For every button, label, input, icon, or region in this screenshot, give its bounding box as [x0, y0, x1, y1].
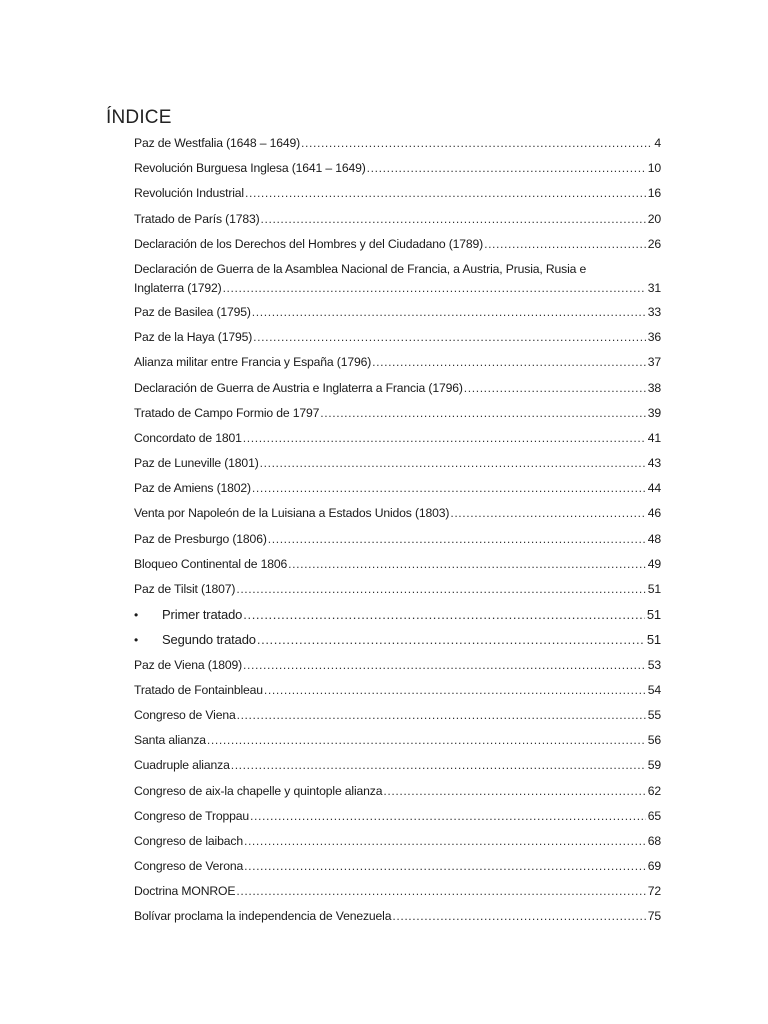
toc-entry[interactable] [134, 476, 661, 501]
toc-entry-title: Revolución Industrial [134, 186, 244, 201]
dot-leader [464, 376, 646, 401]
bullet-icon: • [134, 633, 139, 648]
toc-entry[interactable] [134, 854, 661, 879]
toc-entry[interactable] [134, 401, 661, 426]
toc-entry-page: 26 [647, 236, 661, 251]
toc-entry-title: Declaración de los Derechos del Hombres y del Ciudadano (1789) [134, 236, 484, 251]
toc-entry-title: Paz de Westfalia (1648 – 1649) [134, 136, 301, 150]
toc-entry-page: 72 [647, 884, 661, 899]
toc-entry-title: Doctrina MONROE [134, 884, 236, 899]
toc-entry[interactable] [134, 350, 661, 375]
toc-entry[interactable] [134, 131, 661, 156]
toc-entry-page: 10 [647, 161, 661, 176]
dot-leader [243, 653, 646, 678]
dot-leader [301, 131, 652, 156]
toc-entry-title: Paz de Luneville (1801) [134, 456, 259, 471]
toc-heading: ÍNDICE [106, 107, 172, 128]
dot-leader [243, 602, 645, 627]
toc-entry[interactable] [134, 156, 661, 181]
dot-leader [257, 627, 645, 652]
toc-entry[interactable] [134, 728, 661, 753]
dot-leader [261, 207, 646, 232]
toc-entry-title: Tratado de Fontainbleau [134, 682, 263, 697]
toc-entry[interactable] [134, 181, 661, 206]
toc-entry[interactable] [134, 451, 661, 476]
toc-entry-page: 51 [646, 607, 661, 623]
dot-leader [236, 879, 645, 904]
toc-entry[interactable] [134, 376, 661, 401]
toc-entry[interactable] [134, 678, 661, 703]
dot-leader [288, 552, 646, 577]
toc-entry-page: 51 [646, 632, 661, 648]
toc-entry-page: 68 [647, 833, 661, 848]
toc-entry[interactable] [134, 653, 661, 678]
toc-entry-page: 39 [647, 405, 661, 420]
toc-subentry[interactable] [134, 602, 661, 627]
toc-entry-title: Paz de la Haya (1795) [134, 330, 253, 345]
dot-leader [260, 451, 646, 476]
dot-leader [484, 232, 646, 257]
toc-entry[interactable] [134, 703, 661, 728]
toc-entry-title: Bloqueo Continental de 1806 [134, 556, 288, 571]
toc-entry[interactable] [134, 577, 661, 602]
toc-entry[interactable] [134, 300, 661, 325]
toc-entry-title: Congreso de aix-la chapelle y quintople alianza [134, 783, 383, 798]
toc-entry-page: 69 [647, 859, 661, 874]
dot-leader [245, 181, 646, 206]
toc-entry-page: 54 [647, 682, 661, 697]
toc-entry[interactable] [134, 426, 661, 451]
toc-entry[interactable] [134, 257, 661, 300]
toc-entry[interactable] [134, 753, 661, 778]
toc-entry-title: Paz de Viena (1809) [134, 657, 243, 672]
toc-entry-title: Venta por Napoleón de la Luisiana a Estados Unidos (1803) [134, 506, 450, 521]
dot-leader [207, 728, 646, 753]
dot-leader [244, 829, 646, 854]
bullet-icon: • [134, 608, 139, 623]
dot-leader [253, 325, 646, 350]
dot-leader [236, 577, 645, 602]
toc-entry-title: Congreso de Troppau [134, 808, 250, 823]
toc-entry-page: 56 [647, 733, 661, 748]
toc-list [134, 131, 661, 930]
toc-entry-title: Paz de Presburgo (1806) [134, 531, 267, 546]
toc-entry-page: 31 [647, 280, 661, 295]
toc-entry-page: 44 [647, 481, 661, 496]
toc-entry-title: Concordato de 1801 [134, 430, 242, 445]
toc-entry[interactable] [134, 904, 661, 929]
toc-entry-page: 20 [647, 211, 661, 226]
dot-leader [320, 401, 645, 426]
toc-entry[interactable] [134, 325, 661, 350]
toc-subentry[interactable] [134, 627, 661, 652]
toc-entry-title: Congreso de laibach [134, 833, 243, 848]
toc-entry[interactable] [134, 829, 661, 854]
toc-entry-title-line1: Declaración de Guerra de la Asamblea Nacional de Francia, a Austria, Prusia, Rusia e [134, 261, 587, 276]
toc-entry-title: Tratado de Campo Formio de 1797 [134, 405, 320, 420]
toc-entry-page: 53 [647, 657, 661, 672]
toc-entry-page: 38 [647, 380, 661, 395]
dot-leader [383, 779, 645, 804]
toc-entry-page: 75 [647, 909, 661, 924]
dot-leader [252, 300, 646, 325]
toc-entry[interactable] [134, 552, 661, 577]
toc-entry-title: Paz de Basilea (1795) [134, 304, 251, 319]
toc-entry-page: 33 [647, 304, 661, 319]
toc-entry-title: Congreso de Verona [134, 859, 244, 874]
toc-entry[interactable] [134, 779, 661, 804]
toc-entry-title: Primer tratado [162, 607, 243, 623]
dot-leader [223, 279, 646, 298]
toc-entry-title: Tratado de París (1783) [134, 211, 260, 226]
toc-entry[interactable] [134, 501, 661, 526]
toc-entry[interactable] [134, 232, 661, 257]
dot-leader [244, 854, 646, 879]
dot-leader [237, 703, 646, 728]
toc-entry-page: 43 [647, 456, 661, 471]
toc-entry-page: 41 [647, 430, 661, 445]
toc-entry-page: 51 [647, 582, 661, 596]
dot-leader [252, 476, 646, 501]
toc-entry-page: 49 [647, 556, 661, 571]
toc-entry-page: 55 [647, 707, 661, 722]
toc-entry-title: Declaración de Guerra de Austria e Inglaterra a Francia (1796) [134, 380, 463, 395]
toc-entry-page: 48 [647, 531, 661, 546]
dot-leader [250, 804, 646, 829]
toc-entry-page: 4 [654, 136, 661, 150]
toc-entry-title: Revolución Burguesa Inglesa (1641 – 1649) [134, 161, 366, 176]
toc-entry-line2 [134, 279, 661, 298]
toc-entry-title: Paz de Amiens (1802) [134, 481, 251, 496]
toc-entry[interactable] [134, 804, 661, 829]
toc-entry-page: 36 [647, 330, 661, 345]
dot-leader [372, 350, 646, 375]
toc-entry-title: Alianza militar entre Francia y España (1796) [134, 355, 372, 370]
dot-leader [264, 678, 646, 703]
dot-leader [268, 527, 646, 552]
toc-entry[interactable] [134, 207, 661, 232]
dot-leader [231, 753, 646, 778]
toc-entry-title: Segundo tratado [162, 632, 256, 648]
toc-entry-page: 37 [647, 355, 661, 370]
toc-entry-title-line2: Inglaterra (1792) [134, 280, 222, 295]
toc-entry-page: 46 [647, 506, 661, 521]
toc-entry-title: Cuadruple alianza [134, 758, 230, 773]
toc-entry-page: 16 [647, 186, 661, 201]
toc-entry-page: 65 [647, 808, 661, 823]
toc-entry-page: 59 [647, 758, 661, 773]
dot-leader [243, 426, 646, 451]
toc-entry-title: Bolívar proclama la independencia de Venezuela [134, 909, 392, 924]
toc-entry-page: 62 [647, 783, 661, 798]
toc-entry[interactable] [134, 879, 661, 904]
dot-leader [392, 904, 645, 929]
toc-entry-title: Paz de Tilsit (1807) [134, 582, 236, 596]
toc-entry-title: Santa alianza [134, 733, 206, 748]
dot-leader [367, 156, 646, 181]
toc-entry[interactable] [134, 527, 661, 552]
toc-entry-title: Congreso de Viena [134, 707, 236, 722]
dot-leader [450, 501, 645, 526]
